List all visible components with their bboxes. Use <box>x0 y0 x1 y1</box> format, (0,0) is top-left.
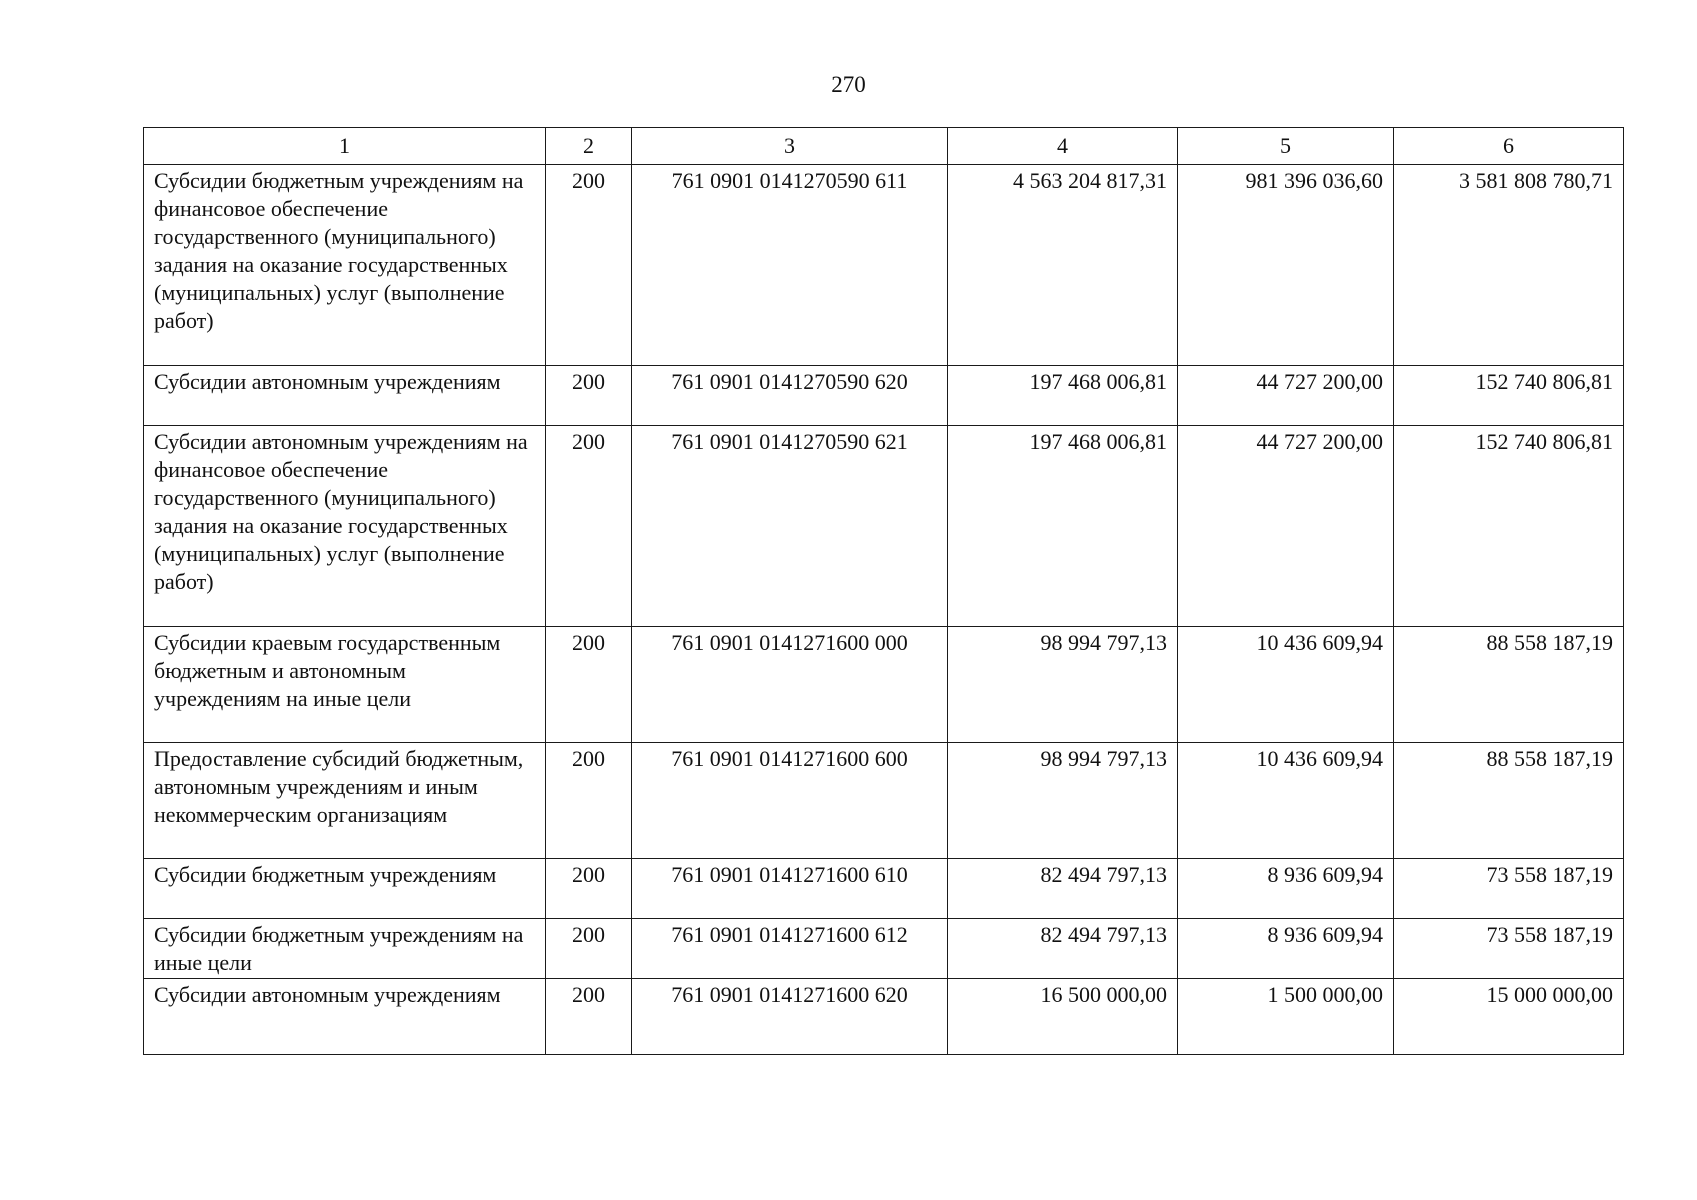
table-row <box>144 919 1624 979</box>
row-column-6: 73 558 187,19 <box>1394 859 1624 919</box>
row-column-5: 10 436 609,94 <box>1178 627 1394 743</box>
row-code: 200 <box>546 919 632 979</box>
row-budget-code: 761 0901 0141271600 600 <box>632 743 948 859</box>
row-column-4: 16 500 000,00 <box>948 979 1178 1055</box>
row-budget-code: 761 0901 0141270590 621 <box>632 426 948 627</box>
row-column-4: 82 494 797,13 <box>948 859 1178 919</box>
table-row <box>144 743 1624 859</box>
row-column-4: 98 994 797,13 <box>948 627 1178 743</box>
table-row <box>144 165 1624 366</box>
column-header: 1 <box>144 128 546 165</box>
table-row <box>144 426 1624 627</box>
row-name: Субсидии бюджетным учреждениям на иные цели <box>144 919 546 979</box>
column-header: 2 <box>546 128 632 165</box>
row-column-5: 8 936 609,94 <box>1178 919 1394 979</box>
row-name: Субсидии бюджетным учреждениям на финансовое обеспечение государственного (муниципального) задания на оказание государственных (муниципальных) услуг (выполнение работ) <box>144 165 546 366</box>
row-column-5: 1 500 000,00 <box>1178 979 1394 1055</box>
row-column-4: 197 468 006,81 <box>948 366 1178 426</box>
row-column-6: 88 558 187,19 <box>1394 743 1624 859</box>
row-name: Субсидии краевым государственным бюджетным и автономным учреждениям на иные цели <box>144 627 546 743</box>
row-code: 200 <box>546 859 632 919</box>
row-column-5: 8 936 609,94 <box>1178 859 1394 919</box>
row-code: 200 <box>546 165 632 366</box>
column-header: 5 <box>1178 128 1394 165</box>
row-column-5: 10 436 609,94 <box>1178 743 1394 859</box>
row-column-5: 981 396 036,60 <box>1178 165 1394 366</box>
row-name: Субсидии бюджетным учреждениям <box>144 859 546 919</box>
row-name: Субсидии автономным учреждениям <box>144 366 546 426</box>
row-budget-code: 761 0901 0141271600 612 <box>632 919 948 979</box>
row-name: Предоставление субсидий бюджетным, автономным учреждениям и иным некоммерческим организациям <box>144 743 546 859</box>
row-column-6: 152 740 806,81 <box>1394 366 1624 426</box>
row-code: 200 <box>546 627 632 743</box>
row-column-6: 73 558 187,19 <box>1394 919 1624 979</box>
table-row <box>144 627 1624 743</box>
row-code: 200 <box>546 366 632 426</box>
budget-table <box>143 127 1624 1055</box>
row-column-4: 197 468 006,81 <box>948 426 1178 627</box>
row-name: Субсидии автономным учреждениям на финансовое обеспечение государственного (муниципального) задания на оказание государственных (муниципальных) услуг (выполнение работ) <box>144 426 546 627</box>
row-column-6: 88 558 187,19 <box>1394 627 1624 743</box>
row-budget-code: 761 0901 0141270590 611 <box>632 165 948 366</box>
table-row <box>144 859 1624 919</box>
row-budget-code: 761 0901 0141271600 610 <box>632 859 948 919</box>
column-header: 3 <box>632 128 948 165</box>
row-code: 200 <box>546 979 632 1055</box>
table-row <box>144 979 1624 1055</box>
row-budget-code: 761 0901 0141271600 000 <box>632 627 948 743</box>
row-column-5: 44 727 200,00 <box>1178 426 1394 627</box>
page-number: 270 <box>831 72 866 97</box>
row-column-4: 4 563 204 817,31 <box>948 165 1178 366</box>
table-header-row <box>144 128 1624 165</box>
column-header: 6 <box>1394 128 1624 165</box>
row-code: 200 <box>546 426 632 627</box>
row-budget-code: 761 0901 0141270590 620 <box>632 366 948 426</box>
row-column-6: 15 000 000,00 <box>1394 979 1624 1055</box>
row-code: 200 <box>546 743 632 859</box>
row-column-6: 3 581 808 780,71 <box>1394 165 1624 366</box>
row-budget-code: 761 0901 0141271600 620 <box>632 979 948 1055</box>
row-column-4: 82 494 797,13 <box>948 919 1178 979</box>
row-column-4: 98 994 797,13 <box>948 743 1178 859</box>
row-column-5: 44 727 200,00 <box>1178 366 1394 426</box>
row-name: Субсидии автономным учреждениям <box>144 979 546 1055</box>
column-header: 4 <box>948 128 1178 165</box>
row-column-6: 152 740 806,81 <box>1394 426 1624 627</box>
table-row <box>144 366 1624 426</box>
